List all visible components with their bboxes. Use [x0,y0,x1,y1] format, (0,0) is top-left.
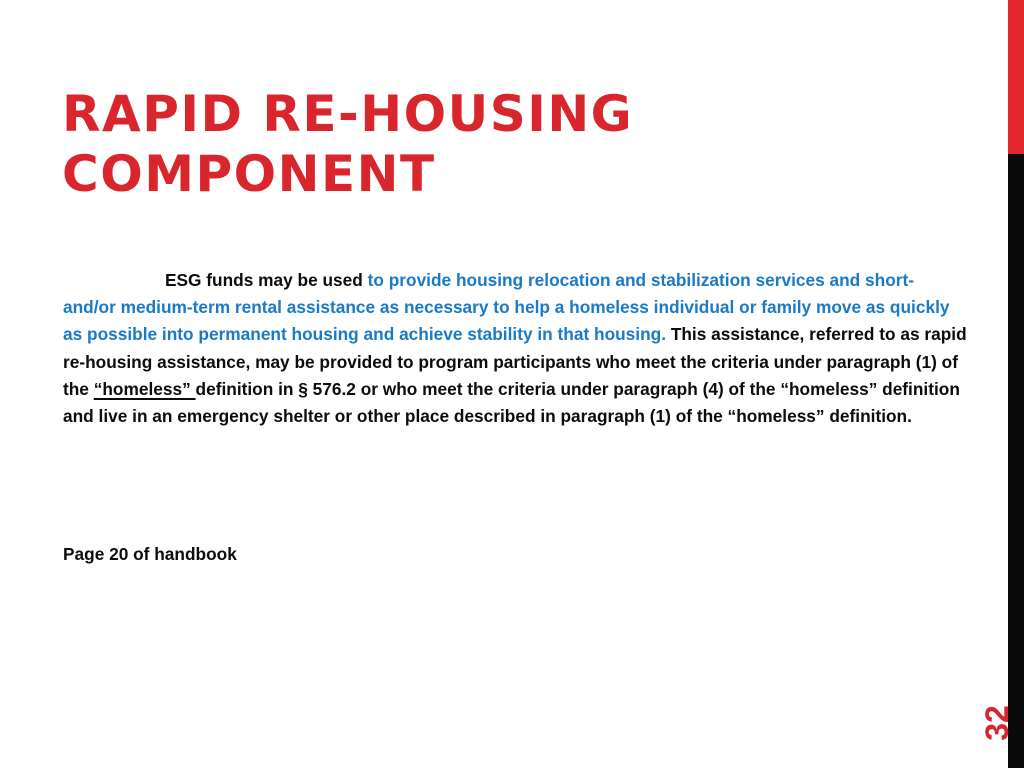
page-reference: Page 20 of handbook [63,544,237,564]
body-paragraph [63,267,968,430]
body-text-highlight: to provide housing relocation and stabilization services and short- and/or medium-term rental assistance as necessary to help a homeless individual or family move as quickly as possible into permanent housing and achieve stability in that housing. [63,270,950,345]
side-bar-accent-black [1008,154,1024,768]
slide-title [62,84,962,204]
slide-number: 32 [979,705,1015,741]
body-text-end: definition in § 576.2 or who meet the criteria under paragraph (4) of the “homeless” definition and live in an emergency shelter or other place described in paragraph (1) of the “homeless” definition. [63,378,960,427]
slide-title-line-2: COMPONENT [62,145,436,203]
slide-title-line-1: RAPID RE-HOUSING [62,85,634,143]
homeless-term-underlined: “homeless” [93,378,196,399]
side-bar-accent-red [1008,0,1024,154]
body-text-middle: This assistance, referred to as rapid re-housing assistance, may be provided to program participants who meet the criteria under paragraph (1) of the [63,324,967,399]
body-text-intro: ESG funds may be used [165,270,368,290]
